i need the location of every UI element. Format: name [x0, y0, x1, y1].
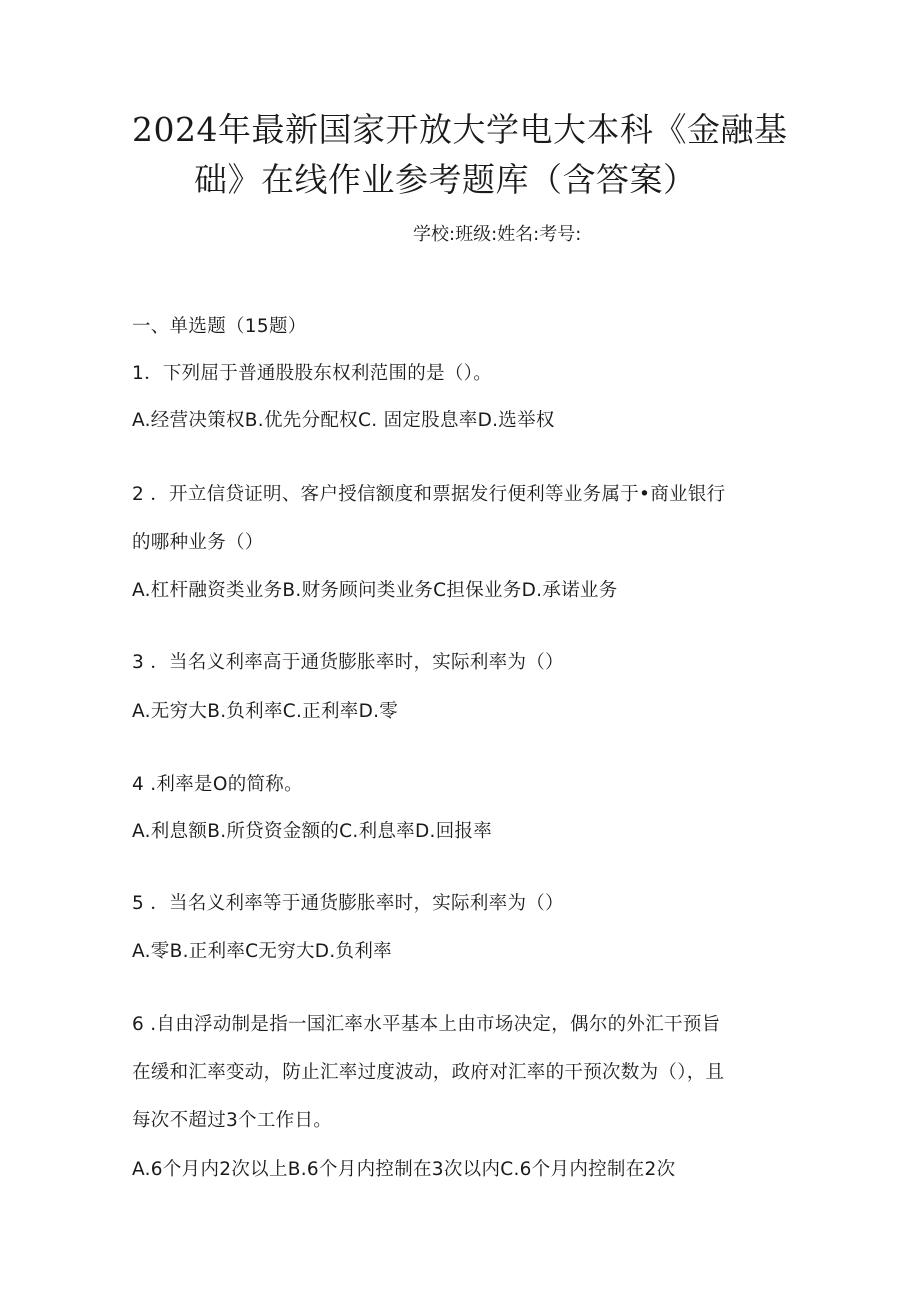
- question-2-stem-line-1: 2 ．开立信贷证明、客户授信额度和票据发行便利等业务属于•商业银行: [132, 484, 726, 505]
- question-1-stem: 1．下列屈于普通股股东权利范围的是（）。: [132, 363, 493, 384]
- document-title-line-1: 2024年最新国家开放大学电大本科《金融基: [132, 110, 788, 149]
- question-1-options: A.经营决策权B.优先分配权C. 固定股息率D.选举权: [132, 410, 555, 431]
- section-heading: 一、单选题（15题）: [132, 316, 307, 337]
- question-5-options: A.零B.正利率C无穷大D.负利率: [132, 941, 392, 962]
- question-6-stem-line-1: 6 .自由浮动制是指一国汇率水平基本上由市场决定，偶尔的外汇干预旨: [132, 1014, 721, 1035]
- question-5-stem: 5 ．当名义利率等于通货膨胀率时，实际利率为（）: [132, 893, 564, 914]
- question-3-stem: 3 ．当名义利率高于通货膨胀率时，实际利率为（）: [132, 652, 564, 673]
- document-title-line-2: 础》在线作业参考题库（含答案）: [194, 160, 697, 199]
- question-6-stem-line-2: 在缓和汇率变动，防止汇率过度波动，政府对汇率的干预次数为（），且: [132, 1062, 725, 1083]
- question-6-options: A.6个月内2次以上B.6个月内控制在3次以内C.6个月内控制在2次: [132, 1159, 676, 1180]
- question-2-stem-line-2: 的哪种业务（）: [132, 532, 264, 553]
- question-4-stem: 4 .利率是O的简称。: [132, 774, 303, 795]
- question-6-stem-line-3: 每次不超过3个工作日。: [132, 1110, 333, 1131]
- question-2-options: A.杠杆融资类业务B.财务顾问类业务C担保业务D.承诺业务: [132, 580, 618, 601]
- student-info-line: 学校:班级:姓名:考号:: [413, 224, 582, 245]
- question-4-options: A.利息额B.所贷资金额的C.利息率D.回报率: [132, 821, 493, 842]
- question-3-options: A.无穷大B.负利率C.正利率D.零: [132, 701, 399, 722]
